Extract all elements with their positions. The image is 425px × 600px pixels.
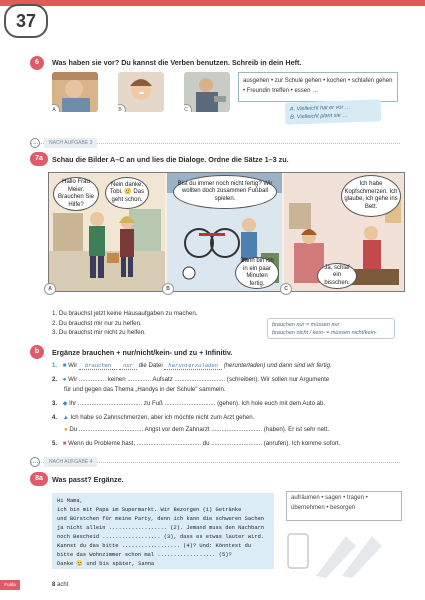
exercise-8a-badge: 8a — [30, 472, 48, 486]
example-note-line-2: B. Vielleicht plant sie … — [290, 112, 348, 121]
grammar-hint-line-1: brauchen nur = müssen nur — [272, 322, 340, 328]
unit-number: 37 — [4, 4, 48, 38]
panel-label-b: B — [162, 283, 174, 295]
line-3-text: Ihr ...................................... zu Fuß .............................. (gehen). Ich hole euch mit dem Auto ab. — [69, 400, 326, 407]
line-3-number: 3. — [52, 400, 58, 407]
line-4b-text: Du ...................................... Angst vor dem Zahnarzt .............................. (haben). Er ist sehr nett. — [69, 426, 330, 433]
panel-label-a: A — [44, 283, 56, 295]
triangle-bullet-icon: ▲ — [62, 414, 69, 421]
speech-bubble-a1: Hallo Frau Meier. Brauchen Sie Hilfe? — [53, 177, 99, 211]
grammar-hint-line-2: brauchen nicht / kein- = müssen nicht/kein- — [272, 330, 377, 336]
exercise-line-1 — [52, 362, 332, 369]
sentence-options — [52, 309, 198, 338]
exercise-line-5[interactable] — [52, 440, 340, 447]
line-1-post: (herunterladen) und dann sind wir fertig. — [223, 362, 332, 369]
exercise-line-3[interactable] — [52, 400, 325, 407]
section-separator-2 — [30, 457, 97, 467]
bullet-icon: ■ — [62, 362, 67, 369]
section-separator-1 — [30, 138, 97, 148]
exercise-line-4b[interactable] — [64, 426, 329, 433]
word-bank-box: aufräumen • sagen • tragen • übernehmen • besorgen — [286, 491, 402, 521]
verb-word-box: ausgehen • zur Schule gehen • kochen • schlafen gehen • Freundin treffen • essen … — [238, 72, 398, 102]
comic-strip — [48, 172, 405, 292]
option-2: 2. Du brauchst mir nur zu helfen. — [52, 319, 142, 327]
letter-line: ja nicht allein .................. (2). Jemand muss den Nachbarn — [57, 525, 265, 531]
photo-c — [184, 72, 230, 112]
grammar-hint-box — [267, 318, 395, 339]
circle-bullet-icon: ● — [62, 376, 67, 383]
filled-answer-2[interactable]: nur — [119, 362, 137, 370]
letter-line: Danke 🙂 und bis später, Sanna — [57, 561, 155, 567]
photo-a-label: A — [52, 104, 60, 112]
speech-bubble-c2: Ja, schlaf ein bisschen. — [317, 263, 357, 289]
speech-bubble-c1: Ich habe Kopfschmerzen. Ich glaube, ich gehe ins Bett. — [341, 175, 401, 217]
letter-line: Kannst du das bitte .................. (4)? Und: Könntest du — [57, 543, 252, 549]
exercise-7b-title: Ergänze brauchen + nur/nicht/kein- und zu + Infinitiv. — [52, 348, 233, 357]
arrow-down-icon: ↓ — [30, 457, 40, 467]
exercise-6-title: Was haben sie vor? Du kannst die Verben benutzen. Schreib in dein Heft. — [52, 58, 302, 67]
line-1-number: 1. — [52, 362, 58, 369]
exercise-line-2b: für und gegen das Thema „Handys in der Schule" sammeln. — [64, 386, 226, 393]
square-bullet-icon: ■ — [62, 440, 67, 447]
option-1: 1. Du brauchst jetzt keine Hausaufgaben zu machen. — [52, 310, 198, 317]
separator-label: NACH AUFGABE 4 — [44, 457, 97, 467]
letter-line: noch Bescheid .................. (3), dass es etwas lauter wird. — [57, 534, 265, 540]
dot-bullet-icon: ● — [64, 426, 68, 433]
page-number-word: acht — [57, 582, 69, 588]
exercise-7a-badge: 7a — [30, 152, 48, 166]
option-3: 3. Du brauchst mir nicht zu helfen. — [52, 329, 146, 336]
exercise-6-badge: 6 — [30, 56, 44, 70]
line-4-text: Ich habe so Zahnschmerzen, aber ich möchte nicht zum Arzt gehen. — [70, 414, 255, 421]
line-2-number: 2. — [52, 376, 58, 383]
top-accent-bar — [0, 0, 425, 6]
letter-line: und Bürstchen für meine Party, denn ich kann die schweren Sachen — [57, 516, 265, 522]
filled-answer-1[interactable]: brauchen — [79, 362, 117, 370]
exercise-line-4 — [52, 414, 254, 421]
line-1-mid: die Datei — [138, 362, 163, 369]
message-letter[interactable] — [52, 493, 274, 569]
arrow-down-icon: ↓ — [30, 138, 40, 148]
photo-c-label: C — [184, 104, 192, 112]
example-note — [285, 99, 382, 124]
page-number — [52, 582, 68, 588]
letter-line: Hi Mama, — [57, 498, 83, 504]
panel-label-c: C — [280, 283, 292, 295]
speech-bubble-a2: Nein danke, Tobi. 🙂 Das geht schon. — [105, 177, 149, 209]
letter-line: bitte das Wohnzimmer schon mal .................. (5)? — [57, 552, 232, 558]
exercise-7a-title: Schau die Bilder A–C an und lies die Dialoge. Ordne die Sätze 1–3 zu. — [52, 155, 289, 164]
exercise-7b-badge: b — [30, 345, 44, 359]
footer-tab: Fulda — [0, 580, 20, 590]
line-5-number: 5. — [52, 440, 58, 447]
separator-label: NACH AUFGABE 3 — [44, 138, 97, 148]
letter-line: ich bin mit Papa im Supermarkt. Wir Bezorgen (1) Getränke — [57, 507, 242, 513]
line-5-text: Wenn du Probleme hast, ...................................... du .............................. (anrufen). Ich komme sofort. — [68, 440, 341, 447]
photo-b — [118, 72, 164, 112]
line-2-text: Wir ................ keinen .............. Aufsatz .............................. (schreiben). Wir sollen nur Argumente — [68, 376, 330, 383]
photo-b-label: B — [118, 104, 126, 112]
page-number-digit: 8 — [52, 582, 56, 588]
diamond-bullet-icon: ◆ — [62, 400, 68, 407]
exercise-line-2[interactable] — [52, 376, 329, 383]
line-4-number: 4. — [52, 414, 58, 421]
speech-bubble-b1: Bist du immer noch nicht fertig? Wir wollten doch zusammen Fußball spielen. — [173, 175, 277, 209]
speech-bubble-b2: Dann bin ich in ein paar Minuten fertig. — [235, 257, 279, 289]
line-1-pre: Wir — [68, 362, 78, 369]
phone-illustration — [286, 526, 396, 578]
photo-a — [52, 72, 98, 112]
exercise-8a-title: Was passt? Ergänze. — [52, 475, 124, 484]
filled-answer-3[interactable]: herunterzuladen — [164, 362, 222, 370]
example-note-line-1: A. Vielleicht hat er vor … — [289, 104, 351, 113]
